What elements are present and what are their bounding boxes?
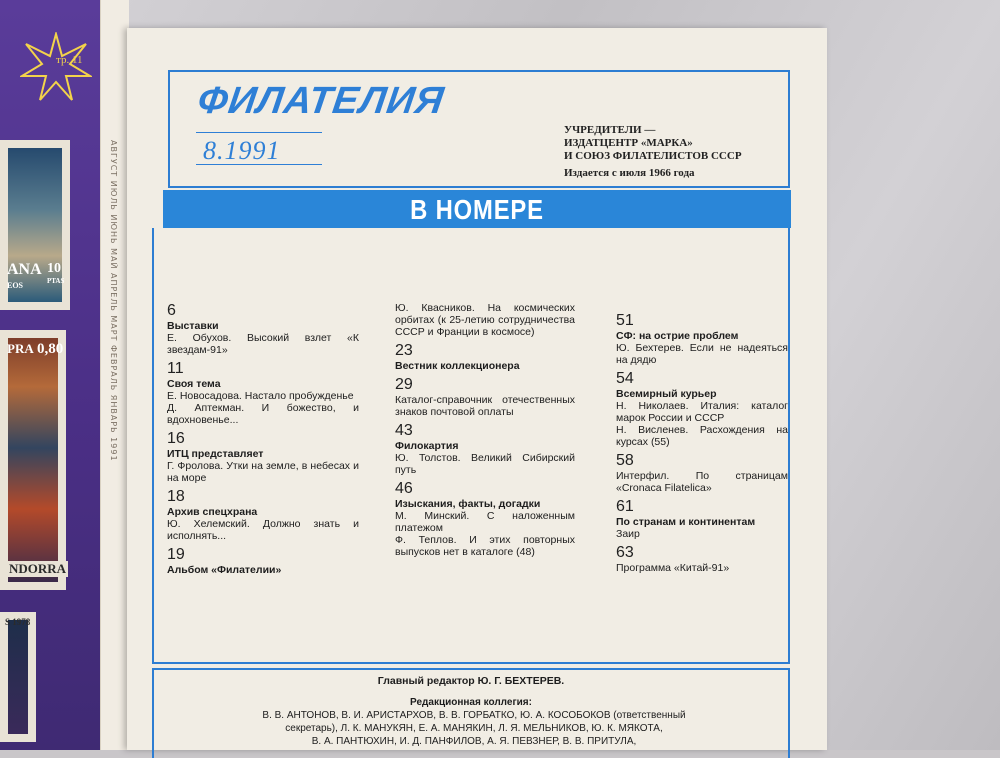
page-reference: тр. 11: [56, 54, 83, 66]
toc-entry[interactable]: [616, 544, 788, 574]
toc-text: Е. Обухов. Высокий взлет «К звездам-91»: [167, 332, 359, 356]
stamp-bottom: S 1978: [0, 612, 36, 742]
toc-page: 54: [616, 370, 634, 387]
toc-entry[interactable]: [395, 422, 575, 476]
toc-text: Интерфил. По страницам «Cronaca Filatelica»: [616, 470, 788, 494]
vertical-margin-text: АВГУСТ ИЮЛЬ ИЮНЬ МАЙ АПРЕЛЬ МАРТ ФЕВРАЛЬ ЯНВАРЬ 1991: [109, 140, 118, 462]
founders-line: ИЗДАТЦЕНТР «МАРКА»: [564, 137, 693, 149]
toc-text: М. Минский. С наложенным платежом: [395, 510, 575, 534]
toc-text: Н. Висленев. Расхождения на курсах (55): [616, 424, 788, 448]
toc-page: 43: [395, 422, 413, 439]
toc-entry[interactable]: [395, 480, 575, 558]
stamp-saint: PRA 0,80 NDORRA: [0, 330, 66, 590]
toc-text: Ю. Толстов. Великий Сибирский путь: [395, 452, 575, 476]
toc-page: 46: [395, 480, 413, 497]
toc-page: 63: [616, 544, 634, 561]
toc-section: СФ: на острие проблем: [616, 330, 739, 342]
toc-text: Ю. Хелемский. Должно знать и исполнять...: [167, 518, 359, 542]
toc-section: Вестник коллекционера: [395, 360, 520, 372]
founders-line: И СОЮЗ ФИЛАТЕЛИСТОВ СССР: [564, 150, 742, 162]
toc-entry[interactable]: [167, 430, 359, 484]
toc-text: Заир: [616, 528, 640, 540]
editorial-board: [196, 709, 752, 748]
since-line: Издается с июля 1966 года: [564, 167, 695, 179]
toc-section: Архив спецхрана: [167, 506, 258, 518]
left-cover-panel: [0, 0, 100, 750]
toc-section: Филокартия: [395, 440, 459, 452]
toc-page: 51: [616, 312, 634, 329]
toc-text: Н. Николаев. Италия: каталог марок России и СССР: [616, 400, 788, 424]
toc-column-3: [616, 312, 788, 578]
left-page: [0, 0, 128, 750]
issue-rule-bottom: [196, 164, 322, 165]
toc-page: 6: [167, 302, 176, 319]
toc-page: 19: [167, 546, 185, 563]
starburst-icon: [20, 32, 92, 104]
toc-entry[interactable]: [167, 488, 359, 542]
toc-column-1: [167, 302, 359, 580]
toc-entry[interactable]: [167, 302, 359, 356]
toc-entry[interactable]: [395, 302, 575, 338]
toc-text: Каталог-справочник отечественных знаков почтовой оплаты: [395, 394, 575, 418]
board-line: В. А. ПАНТЮХИН, И. Д. ПАНФИЛОВ, А. Я. ПЕВЗНЕР, В. В. ПРИТУЛА,: [311, 736, 637, 747]
toc-page: 16: [167, 430, 185, 447]
magazine-title: ФИЛАТЕЛИЯ: [195, 80, 447, 122]
toc-text: Ю. Квасников. На космических орбитах (к 25-летию сотрудничества СССР и Франции в космосе): [395, 302, 575, 338]
toc-entry[interactable]: [167, 546, 359, 576]
chief-editor: Главный редактор Ю. Г. БЕХТЕРЕВ.: [377, 675, 565, 687]
toc-entry[interactable]: [616, 312, 788, 366]
toc-text: Программа «Китай-91»: [616, 562, 730, 574]
contents-title: В НОМЕРЕ: [410, 194, 544, 225]
toc-page: 61: [616, 498, 634, 515]
toc-text: Ф. Теплов. И этих повторных выпусков нет в каталоге (48): [395, 534, 575, 558]
toc-section: Своя тема: [167, 378, 221, 390]
board-line: В. В. АНТОНОВ, В. И. АРИСТАРХОВ, В. В. ГОРБАТКО, Ю. А. КОСОБОКОВ (ответственный: [262, 710, 686, 721]
toc-text: Д. Аптекман. И божество, и вдохновенье...: [167, 402, 359, 426]
toc-text: Е. Новосадова. Настало пробужденье: [167, 390, 354, 402]
board-line: секретарь), Л. К. МАНУКЯН, Е. А. МАНЯКИН, Л. Я. МЕЛЬНИКОВ, Ю. К. МЯКОТА,: [285, 723, 663, 734]
toc-page: 18: [167, 488, 185, 505]
toc-entry[interactable]: [167, 360, 359, 426]
toc-entry[interactable]: [395, 342, 575, 372]
toc-page: 29: [395, 376, 413, 393]
board-title: Редакционная коллегия:: [410, 697, 532, 708]
toc-section: Альбом «Филателии»: [167, 564, 282, 576]
toc-entry[interactable]: [616, 498, 788, 540]
toc-text: Г. Фролова. Утки на земле, в небесах и на море: [167, 460, 359, 484]
stamp-madonna: ANA 10 PTAS EOS: [0, 140, 70, 310]
toc-entry[interactable]: [616, 370, 788, 448]
issue-rule-top: [196, 132, 322, 133]
toc-section: Всемирный курьер: [616, 388, 717, 400]
toc-entry[interactable]: [395, 376, 575, 418]
toc-page: 23: [395, 342, 413, 359]
founders-block: [564, 124, 784, 180]
toc-entry[interactable]: [616, 452, 788, 494]
toc-section: Выставки: [167, 320, 219, 332]
toc-page: 11: [167, 360, 184, 377]
founders-line: УЧРЕДИТЕЛИ —: [564, 124, 656, 136]
toc-section: По странам и континентам: [616, 516, 756, 528]
toc-text: Ю. Бехтерев. Если не надеяться на дядю: [616, 342, 788, 366]
issue-number: 8.1991: [203, 136, 281, 165]
toc-section: ИТЦ представляет: [167, 448, 264, 460]
toc-section: Изыскания, факты, догадки: [395, 498, 541, 510]
toc-column-2: [395, 302, 575, 562]
contents-banner: [163, 190, 791, 228]
toc-page: 58: [616, 452, 634, 469]
